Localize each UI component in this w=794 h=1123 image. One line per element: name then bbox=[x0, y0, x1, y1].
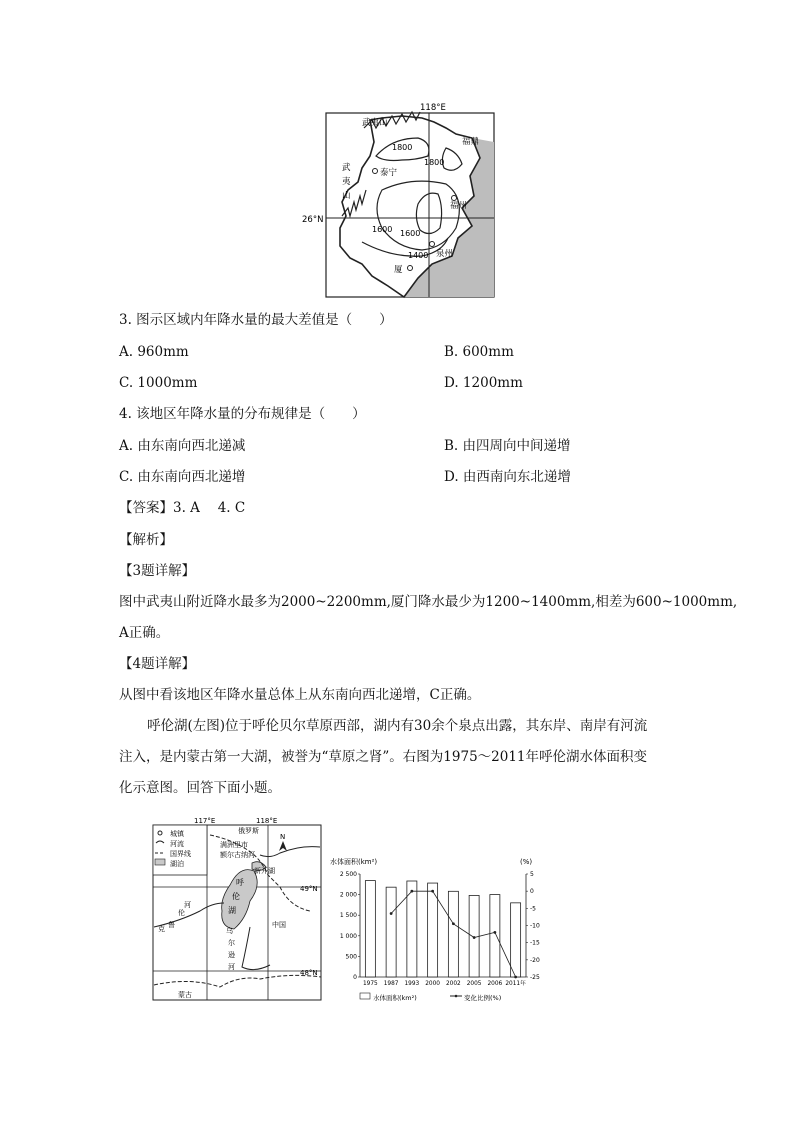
city-label: 福鼎 bbox=[462, 137, 480, 147]
chart-category-label: 2006 bbox=[487, 981, 503, 987]
city-marker bbox=[408, 266, 413, 271]
legend-line-label: 变化比例(%) bbox=[464, 994, 502, 1002]
city-label: 泰宁 bbox=[380, 168, 398, 178]
mountain-label-char: 武 bbox=[342, 163, 351, 173]
chart-tick-label-left: 2 500 bbox=[339, 871, 357, 878]
lat-label: 49°N bbox=[300, 885, 318, 893]
place-label: 鲁 bbox=[168, 921, 175, 929]
chart-bar bbox=[490, 895, 500, 977]
lat-label: 26°N bbox=[302, 215, 324, 225]
chart-tick-label-right: 5 bbox=[530, 871, 534, 878]
question-3-option-c[interactable]: C. 1000mm bbox=[119, 375, 198, 391]
place-label: 中国 bbox=[272, 921, 286, 929]
place-label: 河 bbox=[184, 901, 191, 909]
chart-tick-label-right: 0 bbox=[530, 888, 534, 896]
chart-tick-label-right: -25 bbox=[530, 974, 540, 981]
mountain-label-char: 夷 bbox=[342, 177, 351, 187]
place-label: 尔 bbox=[228, 939, 235, 947]
chart-bar bbox=[365, 881, 375, 977]
place-label: 蒙古 bbox=[178, 991, 192, 999]
legend-bar-label: 水体面积(km²) bbox=[373, 994, 417, 1002]
q3-detail-line1: 图中武夷山附近降水最多为2000~2200mm,厦门降水最少为1200~1400mm,相差为600~1000mm, bbox=[119, 594, 738, 610]
place-label: 克 bbox=[158, 925, 165, 933]
question-3-option-a[interactable]: A. 960mm bbox=[119, 344, 189, 360]
isohyet-label: 1800 bbox=[424, 158, 445, 167]
question-4-option-b[interactable]: B. 由四周向中间递增 bbox=[444, 438, 571, 454]
legend-border: 国界线 bbox=[170, 850, 191, 858]
chart-tick-label-left: 1 000 bbox=[339, 932, 357, 940]
city-marker bbox=[430, 242, 435, 247]
place-label: 乌 bbox=[226, 927, 233, 935]
city-marker bbox=[373, 169, 378, 174]
place-label: 伦 bbox=[178, 909, 185, 917]
place-label: 新开湖 bbox=[254, 867, 275, 875]
isohyet-label: 1800 bbox=[392, 143, 413, 152]
answer-line bbox=[119, 499, 245, 517]
lon-label: 118°E bbox=[256, 817, 278, 825]
chart-bar bbox=[511, 903, 521, 977]
isohyet-label: 1600 bbox=[400, 229, 421, 238]
chart-bar bbox=[448, 891, 458, 977]
isohyet-label: 1400 bbox=[408, 251, 429, 260]
place-label: 呼 bbox=[236, 878, 244, 887]
chart-tick-label-left: 500 bbox=[345, 953, 357, 961]
lon-label: 118°E bbox=[420, 103, 446, 113]
q3-detail-label: 【3题详解】 bbox=[119, 563, 196, 579]
chart-bar bbox=[386, 887, 396, 977]
chart-category-label: 2011年 bbox=[505, 981, 526, 987]
city-label: 厦 bbox=[394, 265, 403, 275]
place-label: 满洲里市 bbox=[220, 841, 248, 849]
chart-ylabel-right: (%) bbox=[520, 858, 533, 866]
chart-category-label: 2000 bbox=[425, 981, 441, 987]
question-4-option-c[interactable]: C. 由东南向西北递增 bbox=[119, 469, 246, 485]
chart-tick-label-left: 1 500 bbox=[339, 912, 357, 920]
q4-detail-label: 【4题详解】 bbox=[119, 656, 196, 672]
water-area-chart bbox=[330, 852, 546, 1006]
city-label: 福州 bbox=[450, 201, 468, 211]
question-4-option-a[interactable]: A. 由东南向西北递减 bbox=[119, 438, 246, 454]
legend-town: 城镇 bbox=[170, 830, 184, 838]
place-label: 伦 bbox=[232, 892, 240, 901]
question-4-stem: 4. 该地区年降水量的分布规律是（ ） bbox=[119, 406, 366, 422]
lat-label: 48°N bbox=[300, 969, 318, 977]
question-3-option-d[interactable]: D. 1200mm bbox=[444, 375, 523, 391]
q3-detail-line2: A正确。 bbox=[119, 625, 170, 641]
chart-ylabel-left: 水体面积(km²) bbox=[330, 858, 378, 866]
chart-tick-label-right: -20 bbox=[530, 956, 540, 964]
legend-bar-swatch bbox=[360, 993, 370, 999]
chart-category-label: 1987 bbox=[383, 981, 399, 987]
svg-text:N: N bbox=[280, 833, 286, 841]
legend-river: 河流 bbox=[170, 840, 184, 848]
chart-tick-label-right: -10 bbox=[530, 922, 540, 930]
mountain-label-char: 山 bbox=[342, 191, 351, 201]
hulun-lake-map bbox=[150, 815, 325, 1005]
answer-text: 3. A 4. C bbox=[173, 500, 246, 516]
chart-category-label: 1975 bbox=[362, 981, 378, 987]
isohyet-label: 1600 bbox=[372, 225, 393, 234]
chart-category-label: 2005 bbox=[466, 981, 482, 987]
chart-tick-label-left: 2 000 bbox=[339, 891, 357, 899]
precipitation-map bbox=[302, 98, 497, 300]
question-3-stem: 3. 图示区域内年降水量的最大差值是（ ） bbox=[119, 312, 393, 328]
chart-tick-label-right: -15 bbox=[530, 939, 540, 947]
analysis-label: 【解析】 bbox=[119, 532, 173, 548]
place-label: 俄罗斯 bbox=[238, 827, 259, 835]
answer-label: 【答案】 bbox=[119, 500, 173, 516]
question-4-option-d[interactable]: D. 由西南向东北递增 bbox=[444, 469, 571, 485]
chart-tick-label-left: 0 bbox=[353, 974, 357, 981]
city-label: 泉州 bbox=[436, 249, 454, 259]
chart-category-label: 1993 bbox=[404, 981, 420, 987]
city-marker bbox=[452, 196, 457, 201]
place-label: 逊 bbox=[228, 951, 235, 959]
place-label: 额尔古纳河 bbox=[220, 851, 255, 859]
passage-line2: 注入，是内蒙古第一大湖，被誉为“草原之肾”。右图为1975～2011年呼伦湖水体面积变 bbox=[119, 749, 648, 765]
legend-lake: 湖泊 bbox=[170, 860, 184, 868]
passage-line3: 化示意图。回答下面小题。 bbox=[119, 780, 281, 796]
chart-tick-label-right: -5 bbox=[530, 905, 536, 913]
lon-label: 117°E bbox=[194, 817, 216, 825]
chart-category-label: 2002 bbox=[445, 981, 461, 987]
place-label: 湖 bbox=[228, 906, 236, 915]
mountain-label: 武夷山 bbox=[362, 118, 388, 128]
place-label: 河 bbox=[228, 963, 235, 971]
passage-line1: 呼伦湖(左图)位于呼伦贝尔草原西部，湖内有30余个泉点出露，其东岸、南岸有河流 bbox=[147, 718, 648, 734]
question-3-option-b[interactable]: B. 600mm bbox=[444, 344, 514, 360]
q4-detail-line1: 从图中看该地区年降水量总体上从东南向西北递增，C正确。 bbox=[119, 687, 481, 703]
